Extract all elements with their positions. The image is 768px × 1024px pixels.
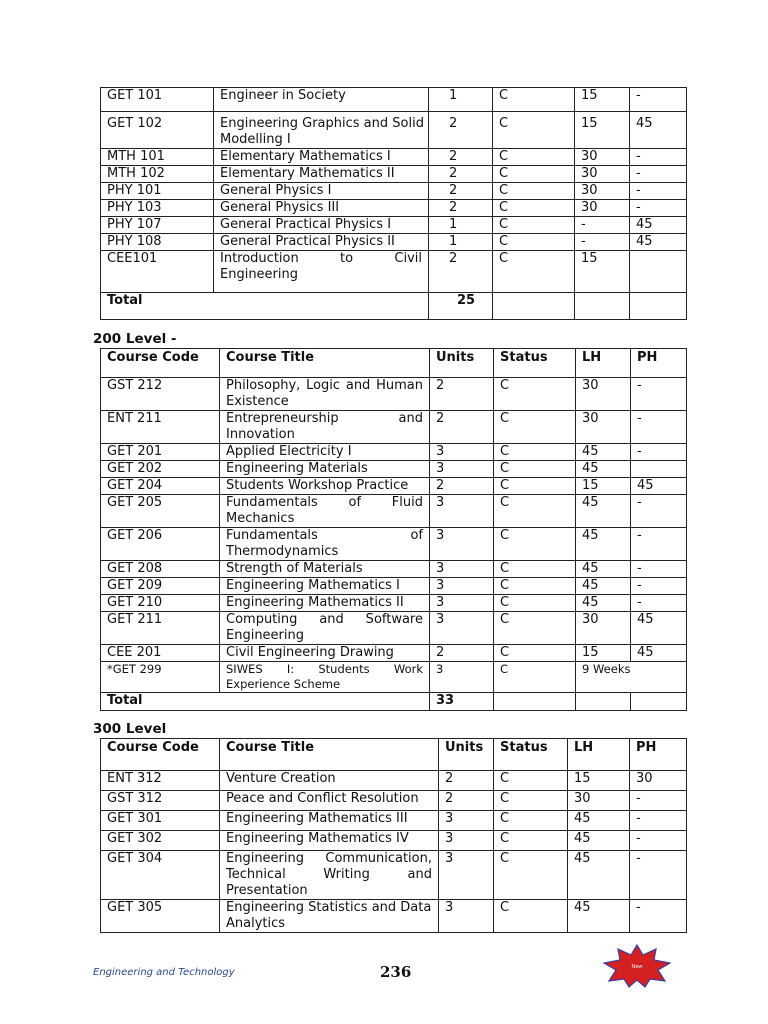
course-duration: 9 Weeks: [576, 662, 687, 693]
course-lh: 30: [576, 612, 631, 645]
course-units: 2: [429, 166, 493, 183]
course-ph: -: [631, 595, 687, 612]
header-ph: PH: [630, 739, 687, 771]
course-status: C: [493, 234, 575, 251]
course-lh: -: [575, 234, 630, 251]
new-star-badge-icon: [603, 944, 671, 988]
course-status: C: [494, 411, 576, 444]
course-status: C: [494, 612, 576, 645]
table-row: [101, 444, 687, 461]
course-code: GET 202: [101, 461, 220, 478]
course-title: Engineering Communication, Technical Writing and Presentation: [220, 851, 439, 900]
footer-section-title: Engineering and Technology: [93, 967, 235, 978]
course-units: 2: [439, 791, 494, 811]
course-units: 2: [429, 112, 493, 149]
page-number: 236: [380, 963, 412, 981]
course-lh: 15: [576, 645, 631, 662]
course-ph: [631, 461, 687, 478]
course-code: MTH 102: [101, 166, 214, 183]
course-title: SIWES I: Students Work Experience Scheme: [220, 662, 430, 693]
badge-label: New: [631, 964, 643, 970]
course-title: Engineering Mathematics III: [220, 811, 439, 831]
course-title: Philosophy, Logic and Human Existence: [220, 378, 430, 411]
course-status: C: [493, 149, 575, 166]
course-ph: -: [631, 444, 687, 461]
course-ph: -: [630, 900, 687, 933]
header-units: Units: [439, 739, 494, 771]
course-title: Engineering Mathematics I: [220, 578, 430, 595]
table-row: [101, 478, 687, 495]
table-row: [101, 234, 687, 251]
course-code: GST 212: [101, 378, 220, 411]
course-lh: 45: [576, 444, 631, 461]
empty-cell: [630, 293, 687, 320]
course-ph: 45: [631, 645, 687, 662]
course-units: 3: [439, 831, 494, 851]
course-status: C: [494, 461, 576, 478]
course-units: 3: [430, 561, 494, 578]
table-row: [101, 200, 687, 217]
table-row-siwes: [101, 662, 687, 693]
course-status: C: [493, 166, 575, 183]
table-row: [101, 528, 687, 561]
course-lh: 30: [576, 378, 631, 411]
level-200-course-table: [100, 348, 687, 711]
course-status: C: [494, 478, 576, 495]
course-lh: 45: [568, 831, 630, 851]
course-title: Elementary Mathematics II: [214, 166, 429, 183]
course-units: 3: [430, 461, 494, 478]
course-units: 2: [439, 771, 494, 791]
table-row: [101, 595, 687, 612]
header-course-code: Course Code: [101, 739, 220, 771]
table-row: [101, 831, 687, 851]
course-units: 3: [430, 495, 494, 528]
header-lh: LH: [576, 349, 631, 378]
table-row: [101, 561, 687, 578]
course-code: GET 210: [101, 595, 220, 612]
course-units: 3: [430, 578, 494, 595]
course-status: C: [494, 645, 576, 662]
course-ph: -: [631, 528, 687, 561]
course-units: 2: [429, 149, 493, 166]
header-ph: PH: [631, 349, 687, 378]
course-title: Applied Electricity I: [220, 444, 430, 461]
course-title: Entrepreneurship and Innovation: [220, 411, 430, 444]
course-code: *GET 299: [101, 662, 220, 693]
table-row: [101, 461, 687, 478]
course-lh: 30: [575, 183, 630, 200]
course-status: C: [494, 378, 576, 411]
course-code: GET 101: [101, 88, 214, 112]
course-code: MTH 101: [101, 149, 214, 166]
course-ph: -: [630, 200, 687, 217]
header-course-title: Course Title: [220, 739, 439, 771]
course-units: 3: [430, 528, 494, 561]
course-title: Students Workshop Practice: [220, 478, 430, 495]
course-code: GET 102: [101, 112, 214, 149]
course-code: CEE 201: [101, 645, 220, 662]
table-row: [101, 791, 687, 811]
course-units: 3: [430, 444, 494, 461]
table-row: [101, 495, 687, 528]
course-code: PHY 101: [101, 183, 214, 200]
course-status: C: [493, 88, 575, 112]
course-lh: 45: [576, 528, 631, 561]
course-ph: -: [630, 791, 687, 811]
course-code: GET 301: [101, 811, 220, 831]
course-title: Engineer in Society: [214, 88, 429, 112]
table-row: [101, 771, 687, 791]
course-code: GET 206: [101, 528, 220, 561]
course-status: C: [493, 112, 575, 149]
course-status: C: [494, 791, 568, 811]
course-code: GET 211: [101, 612, 220, 645]
course-code: GET 304: [101, 851, 220, 900]
course-status: C: [494, 595, 576, 612]
course-ph: 45: [631, 612, 687, 645]
level-300-course-table: [100, 738, 687, 933]
course-code: ENT 211: [101, 411, 220, 444]
course-title: General Practical Physics I: [214, 217, 429, 234]
course-ph: -: [630, 166, 687, 183]
empty-cell: [631, 693, 687, 711]
course-title: Civil Engineering Drawing: [220, 645, 430, 662]
course-code: ENT 312: [101, 771, 220, 791]
table-row: [101, 183, 687, 200]
course-code: CEE101: [101, 251, 214, 293]
course-lh: 45: [576, 561, 631, 578]
course-ph: 45: [630, 112, 687, 149]
course-lh: 45: [576, 461, 631, 478]
course-title: General Physics I: [214, 183, 429, 200]
table-row: [101, 112, 687, 149]
course-lh: 15: [575, 251, 630, 293]
course-code: GET 201: [101, 444, 220, 461]
course-ph: -: [631, 378, 687, 411]
course-status: C: [494, 831, 568, 851]
course-units: 1: [429, 217, 493, 234]
course-units: 3: [439, 851, 494, 900]
course-status: C: [494, 662, 576, 693]
header-course-code: Course Code: [101, 349, 220, 378]
course-ph: -: [630, 149, 687, 166]
course-ph: -: [630, 811, 687, 831]
course-units: 1: [429, 88, 493, 112]
header-status: Status: [494, 739, 568, 771]
level-200-heading: 200 Level -: [93, 331, 177, 347]
course-status: C: [494, 578, 576, 595]
course-lh: 45: [576, 495, 631, 528]
course-ph: [630, 251, 687, 293]
table-row: [101, 578, 687, 595]
course-ph: -: [631, 561, 687, 578]
course-title: Fundamentals of Fluid Mechanics: [220, 495, 430, 528]
table-row: [101, 149, 687, 166]
course-lh: 45: [568, 851, 630, 900]
table-row: [101, 251, 687, 293]
total-units: 25: [429, 293, 493, 320]
course-ph: 45: [631, 478, 687, 495]
course-title: Engineering Mathematics IV: [220, 831, 439, 851]
total-row: [101, 693, 687, 711]
course-code: GST 312: [101, 791, 220, 811]
total-row: [101, 293, 687, 320]
empty-cell: [576, 693, 631, 711]
course-status: C: [493, 183, 575, 200]
course-ph: -: [630, 831, 687, 851]
table-row: [101, 217, 687, 234]
course-code: PHY 108: [101, 234, 214, 251]
course-units: 2: [430, 378, 494, 411]
course-lh: 30: [568, 791, 630, 811]
course-lh: 15: [576, 478, 631, 495]
course-units: 2: [429, 200, 493, 217]
course-lh: 45: [568, 811, 630, 831]
course-ph: -: [631, 411, 687, 444]
course-code: PHY 103: [101, 200, 214, 217]
table-header-row: [101, 349, 687, 378]
course-title: Engineering Mathematics II: [220, 595, 430, 612]
table-row: [101, 411, 687, 444]
course-code: GET 302: [101, 831, 220, 851]
course-units: 3: [439, 811, 494, 831]
course-units: 2: [429, 183, 493, 200]
course-ph: 45: [630, 217, 687, 234]
header-status: Status: [494, 349, 576, 378]
table-row: [101, 645, 687, 662]
course-code: GET 208: [101, 561, 220, 578]
course-lh: 30: [575, 149, 630, 166]
course-ph: -: [630, 851, 687, 900]
table-row: [101, 811, 687, 831]
total-label: Total: [101, 293, 429, 320]
course-units: 1: [429, 234, 493, 251]
course-units: 3: [430, 595, 494, 612]
header-units: Units: [430, 349, 494, 378]
course-lh: 45: [568, 900, 630, 933]
course-title: Engineering Graphics and Solid Modelling I: [214, 112, 429, 149]
course-lh: 45: [576, 595, 631, 612]
course-title: Introduction to Civil Engineering: [214, 251, 429, 293]
table-row: [101, 612, 687, 645]
course-lh: 15: [575, 88, 630, 112]
course-status: C: [494, 900, 568, 933]
course-units: 3: [439, 900, 494, 933]
course-units: 2: [430, 411, 494, 444]
empty-cell: [575, 293, 630, 320]
course-title: General Practical Physics II: [214, 234, 429, 251]
course-ph: -: [630, 183, 687, 200]
course-ph: 45: [630, 234, 687, 251]
course-lh: 45: [576, 578, 631, 595]
course-status: C: [494, 811, 568, 831]
course-status: C: [494, 495, 576, 528]
course-lh: 15: [575, 112, 630, 149]
table-header-row: [101, 739, 687, 771]
course-code: GET 209: [101, 578, 220, 595]
course-ph: -: [631, 578, 687, 595]
course-lh: 30: [575, 166, 630, 183]
total-label: Total: [101, 693, 430, 711]
total-units: 33: [430, 693, 494, 711]
course-units: 2: [430, 645, 494, 662]
header-lh: LH: [568, 739, 630, 771]
course-status: C: [493, 217, 575, 234]
table-row: [101, 900, 687, 933]
course-title: Engineering Statistics and Data Analytics: [220, 900, 439, 933]
table-row: [101, 378, 687, 411]
course-code: GET 204: [101, 478, 220, 495]
course-units: 2: [430, 478, 494, 495]
empty-cell: [494, 693, 576, 711]
course-title: Elementary Mathematics I: [214, 149, 429, 166]
course-code: PHY 107: [101, 217, 214, 234]
course-title: Computing and Software Engineering: [220, 612, 430, 645]
course-code: GET 305: [101, 900, 220, 933]
course-status: C: [494, 561, 576, 578]
course-units: 3: [430, 612, 494, 645]
course-lh: 30: [575, 200, 630, 217]
course-title: Fundamentals of Thermodynamics: [220, 528, 430, 561]
course-status: C: [493, 200, 575, 217]
course-code: GET 205: [101, 495, 220, 528]
course-title: Strength of Materials: [220, 561, 430, 578]
course-status: C: [494, 444, 576, 461]
course-ph: -: [631, 495, 687, 528]
header-course-title: Course Title: [220, 349, 430, 378]
course-lh: 30: [576, 411, 631, 444]
course-status: C: [494, 851, 568, 900]
course-units: 2: [429, 251, 493, 293]
course-status: C: [493, 251, 575, 293]
empty-cell: [493, 293, 575, 320]
course-title: General Physics III: [214, 200, 429, 217]
course-ph: -: [630, 88, 687, 112]
course-lh: 15: [568, 771, 630, 791]
course-ph: 30: [630, 771, 687, 791]
level-300-heading: 300 Level: [93, 721, 167, 737]
table-row: [101, 88, 687, 112]
table-row: [101, 166, 687, 183]
course-title: Venture Creation: [220, 771, 439, 791]
course-status: C: [494, 528, 576, 561]
course-title: Peace and Conflict Resolution: [220, 791, 439, 811]
course-status: C: [494, 771, 568, 791]
table-row: [101, 851, 687, 900]
course-units: 3: [430, 662, 494, 693]
course-lh: -: [575, 217, 630, 234]
course-title: Engineering Materials: [220, 461, 430, 478]
level-100-course-table: [100, 87, 687, 320]
